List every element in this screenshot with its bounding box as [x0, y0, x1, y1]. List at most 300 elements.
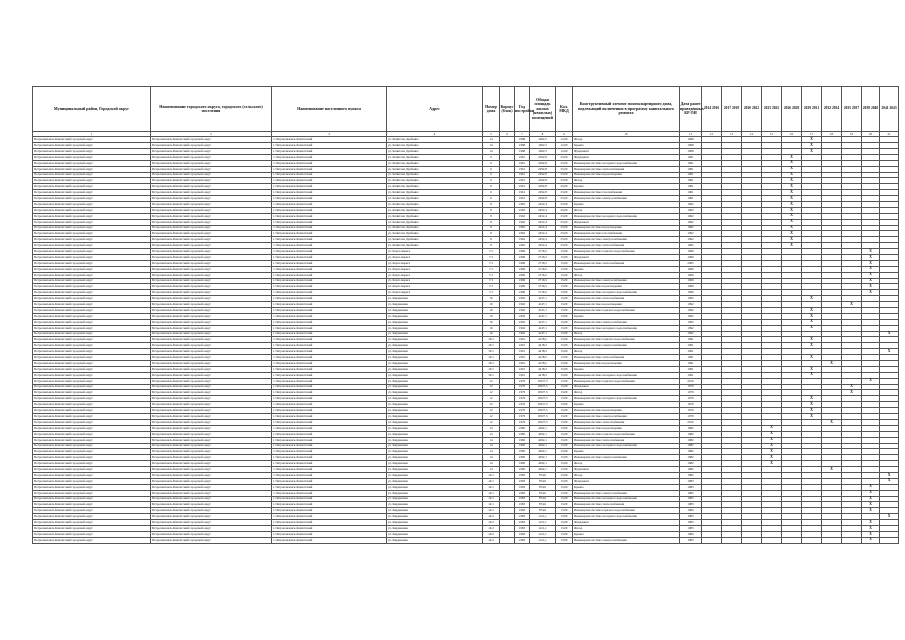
mkd-cell: 15,00 [556, 402, 573, 408]
settlement-cell: Петропавловск-Камчатский городской округ [151, 372, 272, 378]
year-cell: 1968 [515, 143, 530, 149]
period-mark: X [802, 414, 822, 420]
area-cell: 4218,5 [530, 372, 556, 378]
address-cell: ул. Кирдышева [387, 467, 483, 473]
col-header-period: 2026 2028 [782, 87, 802, 132]
district-cell: Петропавловск-Камчатский городской округ [33, 472, 151, 478]
district-cell: Петропавловск-Камчатский городской округ [33, 478, 151, 484]
address-cell: ул. Капитана Драбкина [387, 201, 483, 207]
period-mark: X [842, 390, 862, 396]
col-header-district: Муниципальный район, Городской округ [33, 87, 151, 132]
address-cell: ул. Капитана Драбкина [387, 207, 483, 213]
col-number: 5 [483, 132, 500, 137]
house-cell: 14/2 [483, 520, 500, 526]
prev-repair-cell: 1969 [680, 249, 702, 255]
year-cell: 1992 [515, 325, 530, 331]
element-cell: Инженерная система холодного водоснабжения [573, 160, 680, 166]
district-cell: Петропавловск-Камчатский городской округ [33, 355, 151, 361]
district-cell: Петропавловск-Камчатский городской округ [33, 190, 151, 196]
element-cell: Крыша [573, 313, 680, 319]
year-cell: 1968 [515, 148, 530, 154]
address-cell: ул. Кирдышева [387, 414, 483, 420]
house-cell: 6 [483, 190, 500, 196]
prev-repair-cell: 1983 [680, 531, 702, 537]
district-cell: Петропавловск-Камчатский городской округ [33, 461, 151, 467]
area-cell: 874,6 [530, 496, 556, 502]
period-mark: X [862, 249, 880, 255]
year-cell: 1969 [515, 290, 530, 296]
col-header-period: 2014 2016 [702, 87, 722, 132]
area-cell: 4292,1 [530, 467, 556, 473]
locality-cell: г. Петропавловск-Камчатский [272, 243, 387, 249]
element-cell: Инженерная система горячего водоснабжения [573, 308, 680, 314]
locality-cell: г. Петропавловск-Камчатский [272, 201, 387, 207]
prev-repair-cell: 1983 [680, 478, 702, 484]
district-cell: Петропавловск-Камчатский городской округ [33, 455, 151, 461]
settlement-cell: Петропавловск-Камчатский городской округ [151, 255, 272, 261]
house-cell: 14 [483, 137, 500, 143]
period-mark: X [782, 166, 802, 172]
mkd-cell: 15,00 [556, 455, 573, 461]
mkd-cell: 15,00 [556, 431, 573, 437]
area-cell: 2452,4 [530, 201, 556, 207]
mkd-cell: 15,00 [556, 508, 573, 514]
mkd-cell: 12,00 [556, 137, 573, 143]
house-cell: 12 [483, 419, 500, 425]
district-cell: Петропавловск-Камчатский городской округ [33, 390, 151, 396]
year-cell: 1983 [515, 508, 530, 514]
element-cell: Крыша [573, 366, 680, 372]
house-cell: 10/1 [483, 366, 500, 372]
area-cell: 874,6 [530, 472, 556, 478]
address-cell: ул. Кирдышева [387, 296, 483, 302]
element-cell: Инженерная система электроснабжения [573, 537, 680, 543]
district-cell: Петропавловск-Камчатский городской округ [33, 484, 151, 490]
mkd-cell: 25,00 [556, 243, 573, 249]
period-mark: X [880, 478, 899, 484]
district-cell: Петропавловск-Камчатский городской округ [33, 343, 151, 349]
prev-repair-cell: 1979 [680, 396, 702, 402]
prev-repair-cell: 1982 [680, 449, 702, 455]
element-cell: Фасад [573, 461, 680, 467]
settlement-cell: Петропавловск-Камчатский городской округ [151, 414, 272, 420]
period-mark: X [822, 361, 842, 367]
house-cell: 6 [483, 154, 500, 160]
house-cell: 14/1 [483, 508, 500, 514]
mkd-cell: 15,00 [556, 490, 573, 496]
prev-repair-cell: 1991 [680, 366, 702, 372]
element-cell: Инженерная система электроснабжения [573, 414, 680, 420]
district-cell: Петропавловск-Камчатский городской округ [33, 496, 151, 502]
address-cell: ул. Кирдышева [387, 514, 483, 520]
prev-repair-cell: 1979 [680, 390, 702, 396]
col-number: 18 [822, 132, 842, 137]
year-cell: 1991 [515, 361, 530, 367]
settlement-cell: Петропавловск-Камчатский городской округ [151, 396, 272, 402]
house-cell: 7/1 [483, 278, 500, 284]
col-number: 14 [742, 132, 762, 137]
year-cell: 1991 [515, 349, 530, 355]
locality-cell: г. Петропавловск-Камчатский [272, 260, 387, 266]
prev-repair-cell: 1969 [680, 290, 702, 296]
settlement-cell: Петропавловск-Камчатский городской округ [151, 384, 272, 390]
element-cell: Инженерная система водоотведения [573, 408, 680, 414]
locality-cell: г. Петропавловск-Камчатский [272, 231, 387, 237]
mkd-cell: 15,00 [556, 408, 573, 414]
address-cell: ул. Капитана Драбкина [387, 184, 483, 190]
district-cell: Петропавловск-Камчатский городской округ [33, 290, 151, 296]
prev-repair-cell: 1979 [680, 408, 702, 414]
locality-cell: г. Петропавловск-Камчатский [272, 514, 387, 520]
settlement-cell: Петропавловск-Камчатский городской округ [151, 431, 272, 437]
element-cell: Инженерная система электроснабжения [573, 278, 680, 284]
house-cell: 7/1 [483, 260, 500, 266]
mkd-cell: 15,00 [556, 290, 573, 296]
year-cell: 1961 [515, 178, 530, 184]
district-cell: Петропавловск-Камчатский городской округ [33, 302, 151, 308]
house-cell: 14 [483, 455, 500, 461]
period-mark: X [802, 308, 822, 314]
settlement-cell: Петропавловск-Камчатский городской округ [151, 402, 272, 408]
district-cell: Петропавловск-Камчатский городской округ [33, 237, 151, 243]
table-row [33, 537, 899, 543]
element-cell: Инженерная система теплоснабжения [573, 243, 680, 249]
house-cell: 10/1 [483, 361, 500, 367]
locality-cell: г. Петропавловск-Камчатский [272, 349, 387, 355]
district-cell: Петропавловск-Камчатский городской округ [33, 137, 151, 143]
mkd-cell: 25,00 [556, 207, 573, 213]
year-cell: 1992 [515, 331, 530, 337]
element-cell: Инженерная система горячего водоснабжения [573, 508, 680, 514]
year-cell: 1979 [515, 402, 530, 408]
prev-repair-cell: 1962 [680, 231, 702, 237]
prev-repair-cell: 1992 [680, 313, 702, 319]
element-cell: Инженерная система теплоснабжения [573, 296, 680, 302]
house-cell: 8 [483, 225, 500, 231]
period-mark: X [862, 284, 880, 290]
locality-cell: г. Петропавловск-Камчатский [272, 419, 387, 425]
period-mark: X [802, 402, 822, 408]
prev-repair-cell: 1962 [680, 243, 702, 249]
element-cell: Инженерная система электроснабжения [573, 237, 680, 243]
area-cell: 4292,1 [530, 437, 556, 443]
house-cell: 14 [483, 143, 500, 149]
element-cell: Фундамент [573, 148, 680, 154]
mkd-cell: 12,00 [556, 143, 573, 149]
settlement-cell: Петропавловск-Камчатский городской округ [151, 514, 272, 520]
period-mark: X [880, 472, 899, 478]
period-mark: X [782, 231, 802, 237]
year-cell: 1961 [515, 184, 530, 190]
district-cell: Петропавловск-Камчатский городской округ [33, 408, 151, 414]
period-mark: X [762, 443, 782, 449]
prev-repair-cell: 1969 [680, 255, 702, 261]
prev-repair-cell: 1983 [680, 472, 702, 478]
address-cell: ул. Карла маркса [387, 290, 483, 296]
mkd-cell: 15,00 [556, 343, 573, 349]
period-mark: X [802, 137, 822, 143]
area-cell: 10527,5 [530, 414, 556, 420]
locality-cell: г. Петропавловск-Камчатский [272, 384, 387, 390]
element-cell: Инженерная система холодного водоснабжения [573, 213, 680, 219]
house-cell: 12 [483, 378, 500, 384]
mkd-cell: 15,00 [556, 384, 573, 390]
address-cell: ул. Капитана Драбкина [387, 160, 483, 166]
area-cell: 4147,1 [530, 296, 556, 302]
mkd-cell: 15,00 [556, 284, 573, 290]
locality-cell: г. Петропавловск-Камчатский [272, 425, 387, 431]
house-cell: 7/1 [483, 266, 500, 272]
prev-repair-cell: 1961 [680, 196, 702, 202]
settlement-cell: Петропавловск-Камчатский городской округ [151, 190, 272, 196]
district-cell: Петропавловск-Камчатский городской округ [33, 172, 151, 178]
mkd-cell: 25,00 [556, 154, 573, 160]
year-cell: 1992 [515, 302, 530, 308]
settlement-cell: Петропавловск-Камчатский городской округ [151, 207, 272, 213]
house-cell: 10/1 [483, 343, 500, 349]
col-header-period: 2035 2037 [842, 87, 862, 132]
area-cell: 2716,5 [530, 260, 556, 266]
year-cell: 1961 [515, 166, 530, 172]
address-cell: ул. Кирдышева [387, 478, 483, 484]
col-header-settlement: Наименование городского округа, городского (сельского) поселения [151, 87, 272, 132]
col-number: 21 [880, 132, 899, 137]
year-cell: 1983 [515, 478, 530, 484]
year-cell: 1969 [515, 272, 530, 278]
period-mark: X [802, 148, 822, 154]
element-cell: Фундамент [573, 219, 680, 225]
prev-repair-cell: 1983 [680, 490, 702, 496]
period-mark: X [802, 408, 822, 414]
period-mark: X [862, 537, 880, 543]
address-cell: ул. Капитана Драбкина [387, 213, 483, 219]
locality-cell: г. Петропавловск-Камчатский [272, 319, 387, 325]
period-mark: X [782, 219, 802, 225]
year-cell: 1962 [515, 201, 530, 207]
period-mark: X [862, 255, 880, 261]
period-mark: X [862, 272, 880, 278]
year-cell: 1983 [515, 484, 530, 490]
element-cell: Крыша [573, 449, 680, 455]
district-cell: Петропавловск-Камчатский городской округ [33, 255, 151, 261]
mkd-cell: 15,00 [556, 396, 573, 402]
period-mark: X [862, 266, 880, 272]
col-number: 7 [515, 132, 530, 137]
year-cell: 1991 [515, 337, 530, 343]
locality-cell: г. Петропавловск-Камчатский [272, 478, 387, 484]
house-cell: 10 [483, 308, 500, 314]
locality-cell: г. Петропавловск-Камчатский [272, 455, 387, 461]
district-cell: Петропавловск-Камчатский городской округ [33, 508, 151, 514]
element-cell: Крыша [573, 266, 680, 272]
prev-repair-cell: 1992 [680, 325, 702, 331]
element-cell: Фасад [573, 472, 680, 478]
district-cell: Петропавловск-Камчатский городской округ [33, 313, 151, 319]
mkd-cell: 25,00 [556, 172, 573, 178]
prev-repair-cell: 1961 [680, 154, 702, 160]
mkd-cell: 15,00 [556, 514, 573, 520]
prev-repair-cell: 1983 [680, 496, 702, 502]
address-cell: ул. Кирдышева [387, 378, 483, 384]
address-cell: ул. Кирдышева [387, 461, 483, 467]
house-cell: 12 [483, 396, 500, 402]
settlement-cell: Петропавловск-Камчатский городской округ [151, 443, 272, 449]
element-cell: Фасад [573, 331, 680, 337]
period-cell [742, 537, 762, 543]
period-mark: X [802, 396, 822, 402]
prev-repair-cell: 1982 [680, 455, 702, 461]
locality-cell: г. Петропавловск-Камчатский [272, 184, 387, 190]
house-cell: 7/1 [483, 290, 500, 296]
col-number: 13 [722, 132, 742, 137]
mkd-cell: 15,00 [556, 502, 573, 508]
settlement-cell: Петропавловск-Камчатский городской округ [151, 425, 272, 431]
house-cell: 6 [483, 160, 500, 166]
district-cell: Петропавловск-Камчатский городской округ [33, 249, 151, 255]
house-cell: 12 [483, 414, 500, 420]
area-cell: 10527,5 [530, 408, 556, 414]
district-cell: Петропавловск-Камчатский городской округ [33, 337, 151, 343]
year-cell: 1962 [515, 243, 530, 249]
element-cell: Инженерная система электроснабжения [573, 343, 680, 349]
settlement-cell: Петропавловск-Камчатский городской округ [151, 225, 272, 231]
house-cell: 10 [483, 325, 500, 331]
col-header-year: Год постройки [515, 87, 530, 132]
locality-cell: г. Петропавловск-Камчатский [272, 484, 387, 490]
element-cell: Инженерная система электроснабжения [573, 196, 680, 202]
area-cell: 4147,1 [530, 313, 556, 319]
house-cell: 14/1 [483, 502, 500, 508]
mkd-cell: 15,00 [556, 437, 573, 443]
area-cell: 1062,5 [530, 143, 556, 149]
prev-repair-cell: 1979 [680, 414, 702, 420]
period-cell [702, 537, 722, 543]
house-cell: 14 [483, 461, 500, 467]
area-cell: 2292,8 [530, 166, 556, 172]
locality-cell: г. Петропавловск-Камчатский [272, 190, 387, 196]
mkd-cell: 15,00 [556, 531, 573, 537]
house-cell: 6 [483, 172, 500, 178]
col-header-period: 2023 2025 [762, 87, 782, 132]
period-mark: X [782, 243, 802, 249]
address-cell: ул. Кирдышева [387, 520, 483, 526]
element-cell: Инженерная система водоотведения [573, 302, 680, 308]
locality-cell: г. Петропавловск-Камчатский [272, 302, 387, 308]
house-cell: 10/1 [483, 349, 500, 355]
house-cell: 10/1 [483, 355, 500, 361]
col-number: 9 [556, 132, 573, 137]
settlement-cell: Петропавловск-Камчатский городской округ [151, 437, 272, 443]
locality-cell: г. Петропавловск-Камчатский [272, 531, 387, 537]
area-cell: 2452,4 [530, 225, 556, 231]
area-cell: 4292,1 [530, 455, 556, 461]
district-cell: Петропавловск-Камчатский городской округ [33, 378, 151, 384]
period-mark: X [802, 372, 822, 378]
locality-cell: г. Петропавловск-Камчатский [272, 160, 387, 166]
address-cell: ул. Кирдышева [387, 372, 483, 378]
area-cell: 2292,8 [530, 178, 556, 184]
col-number: 16 [782, 132, 802, 137]
area-cell: 1411,1 [530, 531, 556, 537]
house-cell: 14 [483, 467, 500, 473]
address-cell: ул. Кирдышева [387, 349, 483, 355]
locality-cell: г. Петропавловск-Камчатский [272, 143, 387, 149]
house-cell: 6 [483, 178, 500, 184]
district-cell: Петропавловск-Камчатский городской округ [33, 490, 151, 496]
mkd-cell: 15,00 [556, 313, 573, 319]
mkd-cell: 15,00 [556, 525, 573, 531]
period-mark: X [802, 355, 822, 361]
locality-cell: г. Петропавловск-Камчатский [272, 366, 387, 372]
mkd-cell: 25,00 [556, 213, 573, 219]
locality-cell: г. Петропавловск-Камчатский [272, 296, 387, 302]
house-cell: 8 [483, 207, 500, 213]
period-mark: X [782, 154, 802, 160]
address-cell: ул. Кирдышева [387, 302, 483, 308]
settlement-cell: Петропавловск-Камчатский городской округ [151, 355, 272, 361]
mkd-cell: 15,00 [556, 349, 573, 355]
area-cell: 4218,5 [530, 337, 556, 343]
address-cell: ул. Кирдышева [387, 508, 483, 514]
period-mark: X [762, 461, 782, 467]
period-mark: X [862, 484, 880, 490]
address-cell: ул. Кирдышева [387, 390, 483, 396]
element-cell: Фундамент [573, 520, 680, 526]
house-cell: 14 [483, 148, 500, 154]
period-mark: X [822, 467, 842, 473]
year-cell: 1983 [515, 496, 530, 502]
mkd-cell: 15,00 [556, 461, 573, 467]
locality-cell: г. Петропавловск-Камчатский [272, 266, 387, 272]
period-mark: X [782, 178, 802, 184]
mkd-cell: 12,00 [556, 148, 573, 154]
district-cell: Петропавловск-Камчатский городской округ [33, 207, 151, 213]
period-mark: X [782, 196, 802, 202]
col-number: 19 [842, 132, 862, 137]
area-cell: 874,6 [530, 484, 556, 490]
settlement-cell: Петропавловск-Камчатский городской округ [151, 166, 272, 172]
settlement-cell: Петропавловск-Камчатский городской округ [151, 502, 272, 508]
year-cell: 1992 [515, 313, 530, 319]
address-cell: ул. Капитана Драбкина [387, 137, 483, 143]
address-cell: ул. Капитана Драбкина [387, 237, 483, 243]
col-header-block: Корпус (блок) [500, 87, 515, 132]
locality-cell: г. Петропавловск-Камчатский [272, 355, 387, 361]
col-number: 15 [762, 132, 782, 137]
area-cell: 4292,1 [530, 449, 556, 455]
year-cell: 1961 [515, 154, 530, 160]
house-cell: 14/1 [483, 490, 500, 496]
settlement-cell: Петропавловск-Камчатский городской округ [151, 278, 272, 284]
house-cell: 14 [483, 437, 500, 443]
area-cell: 4147,1 [530, 319, 556, 325]
district-cell: Петропавловск-Камчатский городской округ [33, 520, 151, 526]
settlement-cell: Петропавловск-Камчатский городской округ [151, 537, 272, 543]
address-cell: ул. Кирдышева [387, 408, 483, 414]
period-mark: X [862, 378, 880, 384]
period-cell [782, 537, 802, 543]
address-cell: ул. Кирдышева [387, 455, 483, 461]
prev-repair-cell: 1979 [680, 384, 702, 390]
col-header-house: Номер дома [483, 87, 500, 132]
col-header-period: 2038 2040 [862, 87, 880, 132]
district-cell: Петропавловск-Камчатский городской округ [33, 166, 151, 172]
period-mark: X [802, 296, 822, 302]
locality-cell: г. Петропавловск-Камчатский [272, 249, 387, 255]
col-number: 4 [387, 132, 483, 137]
address-cell: ул. Кирдышева [387, 437, 483, 443]
locality-cell: г. Петропавловск-Камчатский [272, 449, 387, 455]
